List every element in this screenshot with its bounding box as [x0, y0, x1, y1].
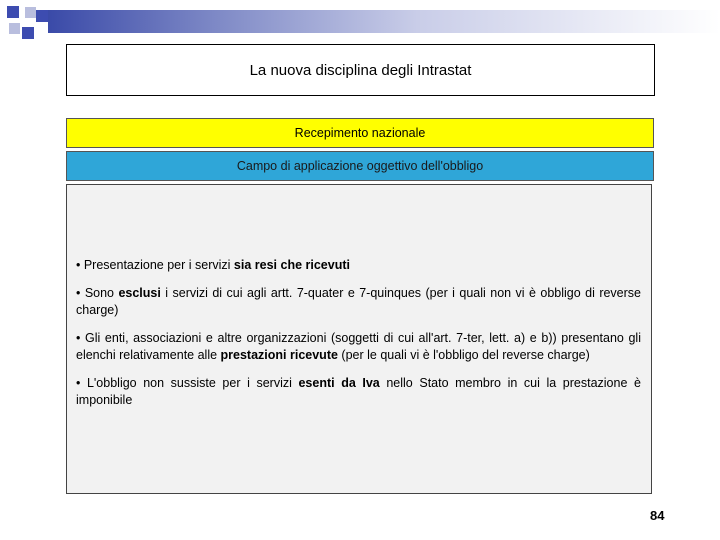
header-band [48, 10, 720, 33]
bullet-item: • L'obbligo non sussiste per i servizi esenti da Iva nello Stato membro in cui la prestazione è imponibile [76, 376, 641, 407]
bullet-item: • Gli enti, associazioni e altre organizzazioni (soggetti di cui all'art. 7-ter, lett. a) e b)) presentano gli elenchi relativamente alle prestazioni ricevute (per le quali vi è l'obbligo del reverse charge) [76, 331, 641, 362]
bullet-item: • Sono esclusi i servizi di cui agli artt. 7-quater e 7-quinques (per i quali non vi è obbligo di reverse charge) [76, 286, 641, 317]
section-bar-blue [66, 151, 654, 181]
decor-square [9, 23, 20, 34]
slide-title [66, 44, 655, 96]
decor-square [25, 7, 36, 18]
section-bar-yellow [66, 118, 654, 148]
page-number: 84 [650, 508, 665, 523]
slide-title-text: La nuova disciplina degli Intrastat [249, 61, 472, 79]
section-label: Campo di applicazione oggettivo dell'obbligo [236, 159, 484, 173]
section-label: Recepimento nazionale [294, 126, 426, 140]
decor-square [22, 27, 34, 39]
content-box [66, 184, 652, 494]
decor-square [36, 10, 48, 22]
decor-square [7, 6, 19, 18]
bullet-item: • Presentazione per i servizi sia resi che ricevuti [76, 258, 350, 272]
